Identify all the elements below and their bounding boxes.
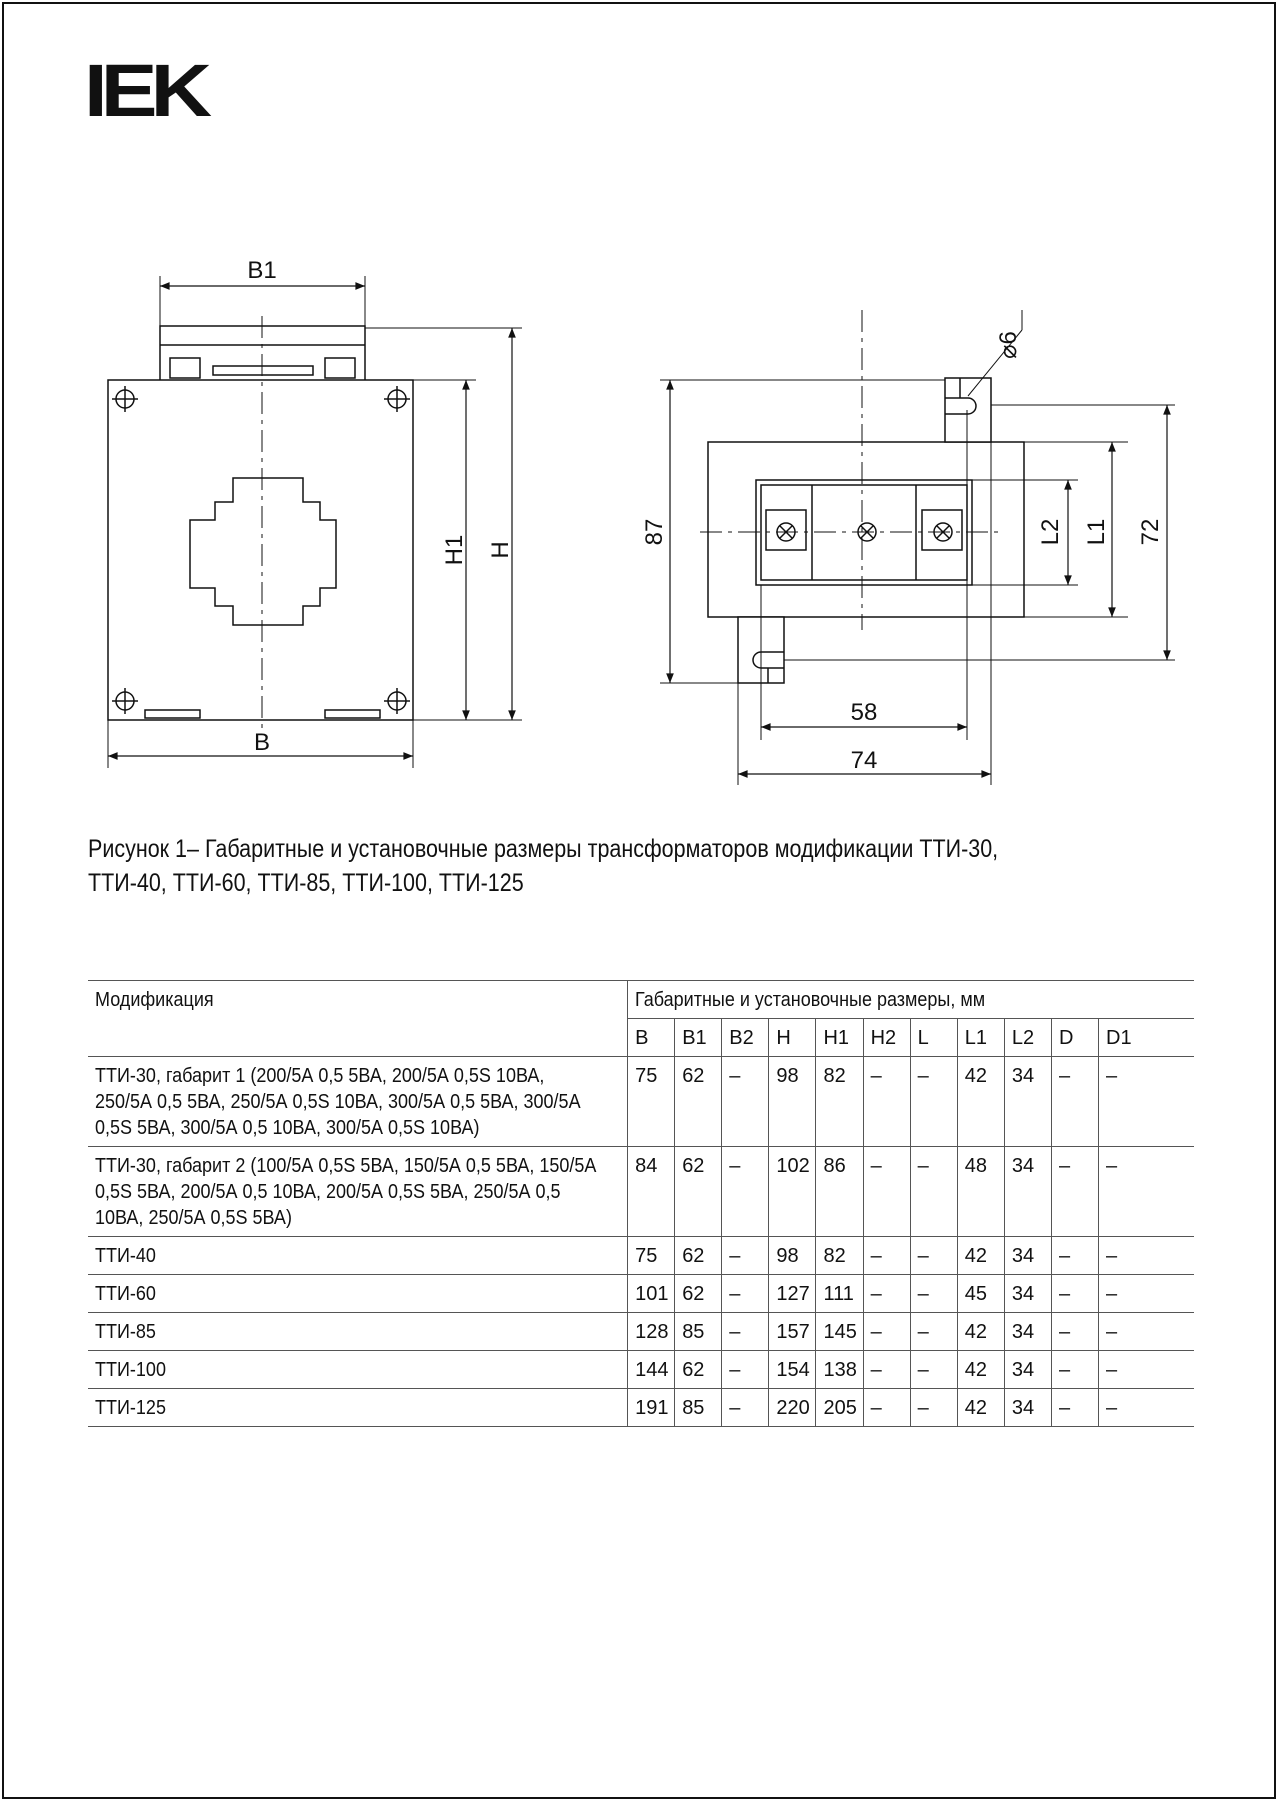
cell-h1: 145 bbox=[816, 1313, 863, 1351]
cell-h: 127 bbox=[769, 1275, 816, 1313]
cell-h1: 111 bbox=[816, 1275, 863, 1313]
cell-d: – bbox=[1051, 1147, 1098, 1237]
cell-b: 128 bbox=[628, 1313, 675, 1351]
cell-h2: – bbox=[863, 1147, 910, 1237]
cell-l: – bbox=[910, 1313, 957, 1351]
cell-l: – bbox=[910, 1275, 957, 1313]
cell-d1: – bbox=[1099, 1237, 1194, 1275]
cell-b2: – bbox=[722, 1313, 769, 1351]
cell-l2: 34 bbox=[1004, 1313, 1051, 1351]
dimension-drawing bbox=[0, 0, 1280, 800]
cell-h: 154 bbox=[769, 1351, 816, 1389]
cell-d: – bbox=[1051, 1351, 1098, 1389]
cell-h2: – bbox=[863, 1237, 910, 1275]
cell-h2: – bbox=[863, 1275, 910, 1313]
column-header-b2: B2 bbox=[722, 1019, 769, 1057]
label-b1: B1 bbox=[247, 257, 277, 284]
cell-b1: 62 bbox=[675, 1275, 722, 1313]
column-header-h1: H1 bbox=[816, 1019, 863, 1057]
cell-d1: – bbox=[1099, 1351, 1194, 1389]
label-diameter-6: ⌀6 bbox=[995, 331, 1022, 359]
cell-b2: – bbox=[722, 1057, 769, 1147]
label-h1: H1 bbox=[441, 534, 468, 566]
cell-l: – bbox=[910, 1057, 957, 1147]
cell-h: 157 bbox=[769, 1313, 816, 1351]
table-row bbox=[88, 1237, 1194, 1275]
cell-b1: 62 bbox=[675, 1351, 722, 1389]
label-b: B bbox=[253, 729, 271, 756]
cell-h1: 138 bbox=[816, 1351, 863, 1389]
header-modification: Модификация bbox=[88, 981, 628, 1057]
cell-h1: 205 bbox=[816, 1389, 863, 1427]
cell-b: 144 bbox=[628, 1351, 675, 1389]
table-row bbox=[88, 1313, 1194, 1351]
cell-d: – bbox=[1051, 1057, 1098, 1147]
cell-b1: 85 bbox=[675, 1389, 722, 1427]
table-row bbox=[88, 1389, 1194, 1427]
row-modification: ТТИ-40 bbox=[88, 1237, 628, 1275]
cell-h: 98 bbox=[769, 1237, 816, 1275]
label-58: 58 bbox=[850, 699, 878, 726]
cell-l2: 34 bbox=[1004, 1237, 1051, 1275]
cell-h2: – bbox=[863, 1351, 910, 1389]
cell-b2: – bbox=[722, 1275, 769, 1313]
figure-caption: Рисунок 1– Габаритные и установочные размеры трансформаторов модификации ТТИ-30, ТТИ-40, ТТИ-60, ТТИ-85, ТТИ-100, ТТИ-125 bbox=[88, 835, 999, 897]
dimensions-table bbox=[88, 980, 1194, 1427]
row-modification: ТТИ-30, габарит 1 (200/5А 0,5 5ВА, 200/5А 0,5S 10ВА, 250/5А 0,5 5ВА, 250/5А 0,5S 10ВА, 300/5А 0,5 5ВА, 300/5А 0,5S 5ВА, 300/5А 0,5 10ВА, 300/5А 0,5S 10ВА) bbox=[88, 1057, 628, 1147]
label-72: 72 bbox=[1137, 518, 1164, 546]
cell-d1: – bbox=[1099, 1057, 1194, 1147]
cell-b1: 62 bbox=[675, 1237, 722, 1275]
table-row bbox=[88, 1275, 1194, 1313]
column-header-b: B bbox=[628, 1019, 675, 1057]
cell-h: 102 bbox=[769, 1147, 816, 1237]
row-modification: ТТИ-30, габарит 2 (100/5А 0,5S 5ВА, 150/5А 0,5 5ВА, 150/5А 0,5S 5ВА, 200/5А 0,5 10ВА, 200/5А 0,5S 5ВА, 250/5А 0,5 10ВА, 250/5А 0,5S 5ВА) bbox=[88, 1147, 628, 1237]
cell-b2: – bbox=[722, 1351, 769, 1389]
cell-b1: 85 bbox=[675, 1313, 722, 1351]
iek-logo: IEK bbox=[84, 49, 206, 132]
cell-b2: – bbox=[722, 1237, 769, 1275]
cell-l1: 42 bbox=[957, 1237, 1004, 1275]
cell-l1: 42 bbox=[957, 1313, 1004, 1351]
cell-l1: 42 bbox=[957, 1389, 1004, 1427]
cell-b: 84 bbox=[628, 1147, 675, 1237]
label-74: 74 bbox=[850, 747, 878, 774]
cell-d1: – bbox=[1099, 1313, 1194, 1351]
cell-b: 101 bbox=[628, 1275, 675, 1313]
column-header-h2: H2 bbox=[863, 1019, 910, 1057]
cell-l: – bbox=[910, 1237, 957, 1275]
cell-l1: 48 bbox=[957, 1147, 1004, 1237]
table-row bbox=[88, 1147, 1194, 1237]
cell-h2: – bbox=[863, 1313, 910, 1351]
cell-l: – bbox=[910, 1389, 957, 1427]
cell-l1: 42 bbox=[957, 1351, 1004, 1389]
header-dimensions-group: Габаритные и установочные размеры, мм bbox=[628, 981, 1194, 1019]
cell-l2: 34 bbox=[1004, 1351, 1051, 1389]
column-header-l1: L1 bbox=[957, 1019, 1004, 1057]
column-header-d: D bbox=[1051, 1019, 1098, 1057]
cell-l2: 34 bbox=[1004, 1057, 1051, 1147]
cell-b2: – bbox=[722, 1389, 769, 1427]
cell-b1: 62 bbox=[675, 1147, 722, 1237]
cell-h1: 86 bbox=[816, 1147, 863, 1237]
side-view bbox=[660, 310, 1175, 785]
cell-d: – bbox=[1051, 1275, 1098, 1313]
table-row bbox=[88, 1351, 1194, 1389]
cell-h2: – bbox=[863, 1057, 910, 1147]
cell-b2: – bbox=[722, 1147, 769, 1237]
cell-h: 220 bbox=[769, 1389, 816, 1427]
cell-l1: 42 bbox=[957, 1057, 1004, 1147]
cell-h2: – bbox=[863, 1389, 910, 1427]
cell-d: – bbox=[1051, 1389, 1098, 1427]
table-row bbox=[88, 1057, 1194, 1147]
cell-d1: – bbox=[1099, 1389, 1194, 1427]
row-modification: ТТИ-60 bbox=[88, 1275, 628, 1313]
label-87: 87 bbox=[641, 518, 668, 546]
front-view bbox=[108, 276, 522, 768]
label-l1: L1 bbox=[1083, 518, 1110, 546]
cell-l1: 45 bbox=[957, 1275, 1004, 1313]
cell-d1: – bbox=[1099, 1275, 1194, 1313]
cell-b1: 62 bbox=[675, 1057, 722, 1147]
cell-h: 98 bbox=[769, 1057, 816, 1147]
row-modification: ТТИ-125 bbox=[88, 1389, 628, 1427]
cell-h1: 82 bbox=[816, 1057, 863, 1147]
cell-d: – bbox=[1051, 1313, 1098, 1351]
cell-b: 191 bbox=[628, 1389, 675, 1427]
column-header-b1: B1 bbox=[675, 1019, 722, 1057]
cell-b: 75 bbox=[628, 1237, 675, 1275]
cell-l2: 34 bbox=[1004, 1389, 1051, 1427]
cell-l: – bbox=[910, 1147, 957, 1237]
cell-d: – bbox=[1051, 1237, 1098, 1275]
table-body bbox=[88, 1057, 1194, 1427]
row-modification: ТТИ-85 bbox=[88, 1313, 628, 1351]
cell-h1: 82 bbox=[816, 1237, 863, 1275]
column-header-h: H bbox=[769, 1019, 816, 1057]
label-l2: L2 bbox=[1037, 518, 1064, 546]
cell-l: – bbox=[910, 1351, 957, 1389]
row-modification: ТТИ-100 bbox=[88, 1351, 628, 1389]
label-h: H bbox=[487, 541, 514, 559]
cell-d1: – bbox=[1099, 1147, 1194, 1237]
cell-l2: 34 bbox=[1004, 1275, 1051, 1313]
cell-l2: 34 bbox=[1004, 1147, 1051, 1237]
cell-b: 75 bbox=[628, 1057, 675, 1147]
column-header-l2: L2 bbox=[1004, 1019, 1051, 1057]
column-header-d1: D1 bbox=[1099, 1019, 1194, 1057]
column-header-l: L bbox=[910, 1019, 957, 1057]
